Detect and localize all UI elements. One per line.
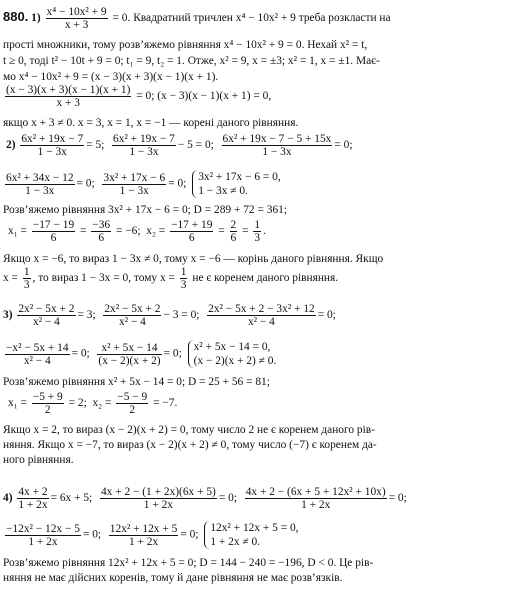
p3-b-fraction	[103, 303, 161, 328]
p4-c-rhs: = 0;	[388, 492, 407, 505]
p2-check2-mid: , то вираз 1 − 3x = 0, тому x =	[32, 272, 175, 285]
p2-system	[192, 170, 281, 198]
p1-equation-fraction	[46, 6, 108, 31]
p1-f-rest: = 0; (x − 3)(x − 1)(x + 1) = 0,	[136, 90, 272, 103]
p3-x2-den: 2	[129, 404, 136, 416]
p2-sys-1: 3x² + 17x − 6 = 0,	[198, 171, 281, 183]
p2-a-den: 1 − 3x	[37, 146, 67, 158]
p2-check2-tail: не є коренем даного рівняння.	[192, 272, 339, 285]
p2-x2-frac3	[253, 219, 261, 244]
p1-line-2: прості множники, тому розв’яжемо рівняння x⁴ − 10x² + 9 = 0. Нехай x² = t,	[3, 39, 368, 51]
p3-line-2	[3, 340, 276, 368]
p2-check2-den1: 3	[23, 279, 30, 291]
p3-b-rhs: − 3 = 0;	[163, 309, 200, 322]
p2-x2-lhs: x₂ =	[146, 225, 166, 238]
p3-c-rhs: = 0;	[317, 309, 336, 322]
p3-check-2: няння. Якщо x = −7, то вираз (x − 2)(x + 2) ≠ 0, тому число (−7) є коренем да-	[3, 439, 377, 451]
p2-x1-den: 6	[50, 232, 57, 244]
p4-line-2	[3, 521, 299, 549]
p2-line-2	[3, 170, 281, 198]
p3-x2-num: −5 − 9	[117, 391, 148, 403]
p2-a-fraction	[20, 133, 84, 158]
p3-e-num: x² + 5x − 14	[97, 342, 161, 355]
p3-d-fraction	[5, 342, 70, 367]
p2-x1-frac2	[91, 219, 111, 244]
p2-check-2	[3, 266, 338, 291]
p2-a-num: 6x² + 19x − 7	[21, 133, 84, 145]
p3-label: 3)	[3, 309, 13, 322]
p1-f-denominator: x + 3	[56, 97, 80, 109]
p2-c-num: 6x² + 19x − 7 − 5 + 15x	[222, 133, 332, 145]
p3-solve: Розв’яжемо рівняння x² + 5x − 14 = 0; D = 25 + 56 = 81;	[3, 376, 270, 388]
p2-b-rhs: − 5 = 0;	[177, 139, 214, 152]
p4-c-fraction	[245, 486, 387, 511]
p4-line-1	[3, 486, 407, 511]
p4-b-rhs: = 0;	[218, 492, 237, 505]
p2-e-fraction	[102, 172, 166, 197]
p2-e-num: 3x² + 17x − 6	[103, 171, 166, 184]
p3-x2-rhs: = −7.	[153, 397, 178, 410]
p2-b-fraction	[112, 133, 176, 158]
p2-e-den: 1 − 3x	[119, 184, 149, 197]
p3-d-den: x² − 4	[23, 354, 51, 367]
p3-a-fraction	[17, 303, 75, 328]
p4-d-fraction	[5, 523, 81, 548]
p2-x1-rhs: = −6;	[115, 225, 141, 238]
p4-b-den: 1 + 2x	[143, 499, 173, 511]
p2-x2-frac	[170, 219, 213, 244]
p2-x2-num: −17 + 19	[171, 219, 213, 231]
problem-number: 880.	[3, 9, 29, 25]
p3-e-fraction	[97, 342, 161, 367]
p3-x1-num: −5 + 9	[32, 391, 63, 403]
p1-line-3: t ≥ 0, тоді t² − 10t + 9 = 0; t₁ = 9, t₂ = 1. Отже, x² = 9, x = ±3; x² = 1, x = ±1. Має-	[3, 55, 380, 67]
p2-check-1: Якщо x = −6, то вираз 1 − 3x ≠ 0, тому x = −6 — корінь даного рівняння. Якщо	[3, 253, 384, 265]
p2-check2-lhs: x =	[3, 272, 18, 285]
p4-e-num: 12x² + 12x + 5	[109, 522, 178, 535]
p1-label: 1)	[31, 12, 41, 25]
p4-b-fraction	[100, 486, 217, 511]
p3-system	[188, 340, 277, 368]
p4-sys-1: 12x² + 12x + 5 = 0,	[210, 522, 299, 534]
p2-x2-rhs: .	[263, 225, 266, 238]
p4-sys-2: 1 + 2x ≠ 0.	[210, 536, 261, 548]
p2-x2-num3: 1	[254, 219, 261, 231]
p4-solve-2: няння не має дійсних коренів, тому й дане рівняння не має розв’язків.	[3, 572, 343, 584]
p2-c-fraction	[222, 133, 333, 158]
p1-factored-fraction	[5, 84, 131, 109]
p4-e-den: 1 + 2x	[128, 535, 159, 548]
p2-check2-frac2	[180, 266, 188, 291]
p4-system	[204, 521, 298, 549]
p2-c-rhs: = 0;	[334, 139, 353, 152]
p4-d-rhs: = 0;	[82, 528, 102, 541]
p1-text-1: Квадратний тричлен x⁴ − 10x² + 9 треба розкласти на	[133, 12, 391, 25]
p3-b-num: 2x² − 5x + 2	[104, 303, 161, 315]
p3-roots	[8, 391, 177, 416]
p2-d-rhs: = 0;	[76, 177, 95, 190]
p3-check-3: ного рівняння.	[3, 454, 74, 466]
p2-e-rhs: = 0;	[168, 177, 187, 190]
p4-b-num: 4x + 2 − (1 + 2x)(6x + 5)	[100, 486, 216, 498]
p3-x2-lhs: x₂ =	[92, 397, 112, 410]
p1-line-1	[3, 6, 391, 31]
p2-d-num: 6x² + 34x − 12	[6, 171, 74, 184]
p2-d-fraction	[5, 172, 75, 197]
p2-d-den: 1 − 3x	[25, 184, 55, 197]
p1-f-numerator: (x − 3)(x + 3)(x − 1)(x + 1)	[6, 84, 131, 96]
p3-a-num: 2x² − 5x + 2	[18, 303, 75, 315]
p4-e-rhs: = 0;	[180, 528, 199, 541]
p3-x1-rhs: = 2;	[68, 397, 87, 410]
p2-x2-mid: =	[218, 225, 225, 238]
p2-x1-num2: −36	[92, 219, 111, 231]
p3-a-rhs: = 3;	[77, 309, 96, 322]
p3-e-den: (x − 2)(x + 2)	[98, 354, 161, 367]
p3-sys-1: x² + 5x − 14 = 0,	[193, 341, 271, 353]
p2-x2-den2: 6	[230, 232, 237, 244]
p3-c-fraction	[207, 303, 316, 328]
p3-a-den: x² − 4	[32, 316, 60, 328]
p4-c-den: 1 + 2x	[301, 499, 331, 511]
p1-line-6: якщо x + 3 ≠ 0. x = 3, x = 1, x = −1 — корені даного рівняння.	[3, 117, 299, 129]
p3-x1-frac	[32, 391, 64, 416]
p1-eq-denominator: x + 3	[64, 19, 89, 31]
p3-b-den: x² − 4	[118, 316, 146, 328]
p2-x2-num2: 2	[230, 219, 237, 231]
p3-check-1: Якщо x = 2, то вираз (x − 2)(x + 2) = 0, тому число 2 не є коренем даного рів-	[3, 424, 375, 436]
p3-d-num: −x² − 5x + 14	[6, 341, 69, 354]
p4-label: 4)	[3, 492, 13, 505]
p4-a-den: 1 + 2x	[18, 499, 48, 511]
p4-a-rhs: = 6x + 5;	[50, 492, 93, 505]
p2-b-num: 6x² + 19x − 7	[113, 133, 175, 145]
p2-check2-num1: 1	[23, 266, 30, 278]
p3-sys-2: (x − 2)(x + 2) ≠ 0.	[193, 355, 277, 367]
p3-c-num: 2x² − 5x + 2 − 3x² + 12	[208, 303, 315, 315]
p3-e-rhs: = 0;	[163, 347, 182, 360]
p2-x1-frac	[32, 219, 75, 244]
p2-label: 2)	[6, 139, 16, 152]
p4-d-den: 1 + 2x	[28, 535, 58, 548]
p1-eq-numerator: x⁴ − 10x² + 9	[46, 6, 107, 18]
p2-check2-frac1	[23, 266, 31, 291]
p2-x2-mid2: =	[242, 225, 249, 238]
p2-a-rhs: = 5;	[86, 139, 105, 152]
p3-d-rhs: = 0;	[71, 347, 90, 360]
p4-e-fraction	[109, 523, 179, 548]
p1-eq-rhs: = 0.	[112, 12, 131, 25]
p4-solve-1: Розв’яжемо рівняння 12x² + 12x + 5 = 0; D = 144 − 240 = −196, D < 0. Це рів-	[3, 557, 374, 569]
p1-line-4: мо x⁴ − 10x² + 9 = (x − 3)(x + 3)(x − 1)(x + 1).	[3, 71, 219, 83]
p3-line-1	[3, 303, 336, 328]
p2-line-1	[6, 133, 353, 158]
p3-x1-lhs: x₁ =	[8, 397, 27, 410]
p2-check2-num2: 1	[180, 266, 187, 278]
p3-c-den: x² − 4	[247, 316, 275, 328]
p2-x1-mid: =	[80, 225, 87, 238]
p2-sys-2: 1 − 3x ≠ 0.	[198, 185, 248, 197]
p2-x1-num: −17 − 19	[32, 219, 75, 231]
p4-d-num: −12x² − 12x − 5	[6, 522, 80, 535]
p2-c-den: 1 − 3x	[262, 146, 292, 158]
p2-roots	[8, 219, 266, 244]
p2-check2-den2: 3	[180, 279, 187, 291]
p4-c-num: 4x + 2 − (6x + 5 + 12x² + 10x)	[245, 486, 386, 498]
p2-x2-den: 6	[188, 232, 195, 244]
p4-a-num: 4x + 2	[18, 486, 48, 498]
p3-x1-den: 2	[44, 404, 51, 416]
p2-b-den: 1 − 3x	[129, 146, 159, 158]
p2-x2-den3: 3	[254, 232, 261, 244]
p2-x1-lhs: x₁ =	[8, 225, 27, 238]
p3-x2-frac	[116, 391, 148, 416]
p2-solve: Розв’яжемо рівняння 3x² + 17x − 6 = 0; D = 289 + 72 = 361;	[3, 204, 287, 216]
p4-a-fraction	[17, 486, 48, 511]
p1-line-5	[3, 84, 271, 109]
p2-x1-den2: 6	[98, 232, 105, 244]
p2-x2-frac2	[230, 219, 238, 244]
